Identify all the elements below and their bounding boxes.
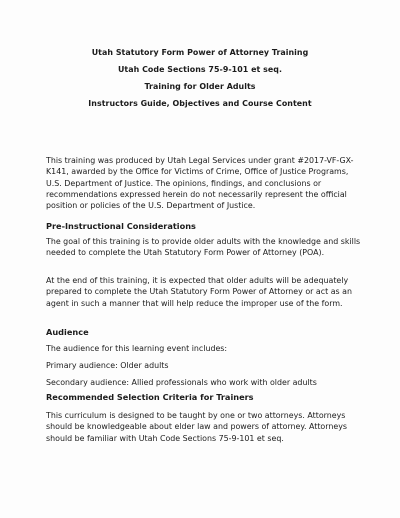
document-title-block xyxy=(0,44,400,112)
pre-instructional-heading: Pre-Instructional Considerations xyxy=(46,221,196,231)
primary-audience: Primary audience: Older adults xyxy=(46,361,169,370)
training-audience-title: Training for Older Adults xyxy=(144,82,256,91)
audience-heading: Audience xyxy=(46,327,89,337)
statute-reference: Utah Code Sections 75-9-101 et seq. xyxy=(117,65,283,74)
training-outcome-paragraph: At the end of this training, it is expected that older adults will be adequately prepared to complete the Utah Statutory Form Power of Attorney or act as an agent in such a manner that will help reduce the improper use of the form. xyxy=(46,276,352,308)
trainer-criteria-heading: Recommended Selection Criteria for Trainers xyxy=(46,392,254,402)
secondary-audience: Secondary audience: Allied professionals who work with older adults xyxy=(46,378,317,387)
trainer-criteria-paragraph: This curriculum is designed to be taught by one or two attorneys. Attorneys should be knowledgeable about elder law and powers of attorney. Attorneys should be familiar with Utah Code Sections 75-9-101 et seq. xyxy=(46,411,347,443)
funding-notice: This training was produced by Utah Legal Services under grant #2017-VF-GX-K141, awarded by the Office for Victims of Crime, Office of Justice Programs, U.S. Department of Justice. The opinions, findings, and conclusions or recommendations expressed herein do not necessarily represent the official position or policies of the U.S. Department of Justice. xyxy=(46,156,354,211)
document-title: Utah Statutory Form Power of Attorney Training xyxy=(91,48,309,57)
training-goal-paragraph: The goal of this training is to provide older adults with the knowledge and skills needed to complete the Utah Statutory Form Power of Attorney (POA). xyxy=(46,237,361,258)
guide-subtitle: Instructors Guide, Objectives and Course Content xyxy=(88,99,312,108)
audience-intro: The audience for this learning event includes: xyxy=(46,344,228,353)
